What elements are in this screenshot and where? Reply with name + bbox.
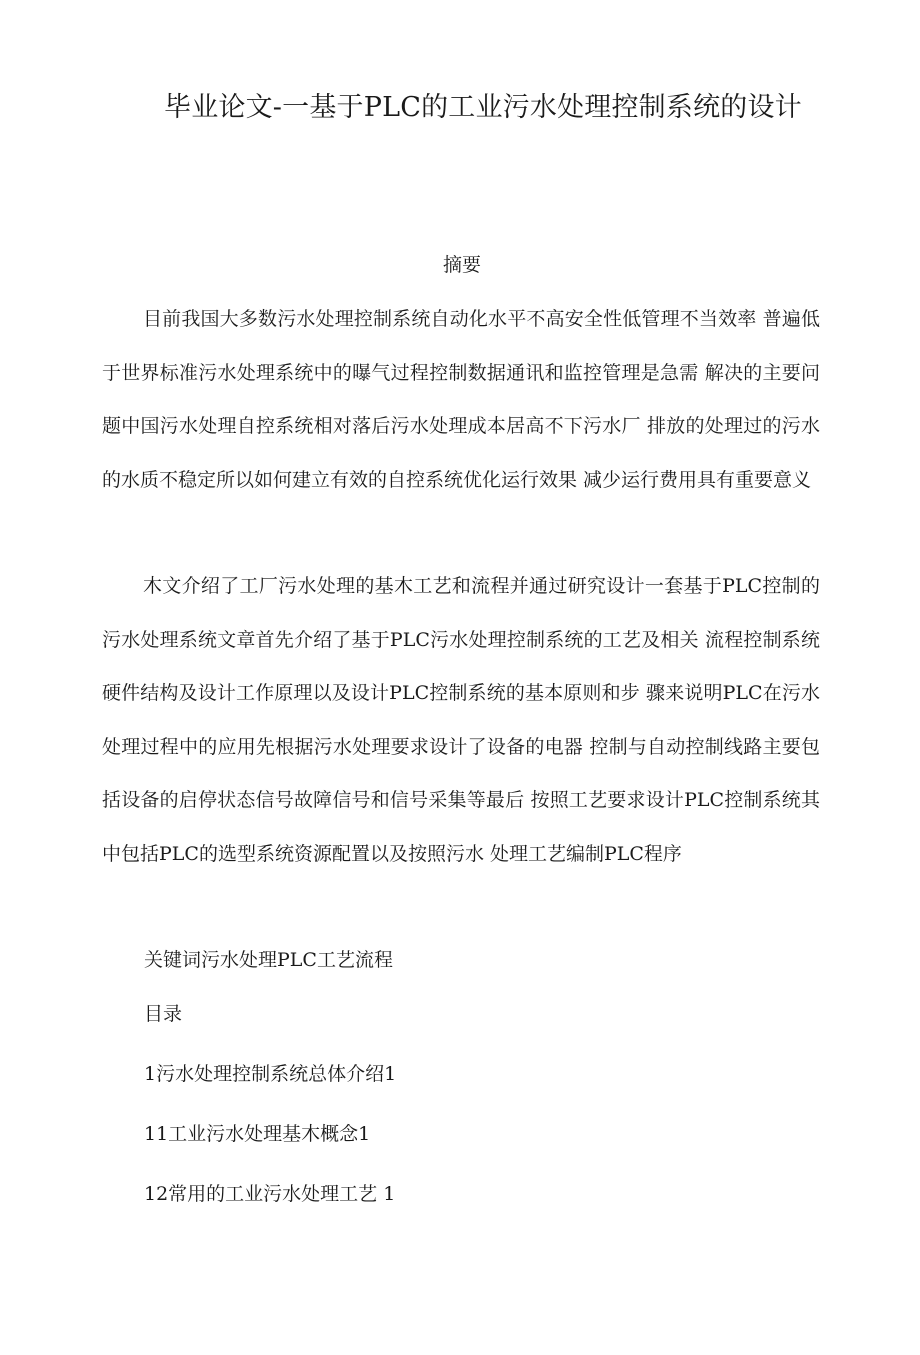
abstract-heading-text: 摘要 <box>442 254 481 276</box>
toc-entry: 1污水处理控制系统总体介绍1 <box>144 1063 397 1085</box>
toc-heading: 目录 <box>144 1003 183 1025</box>
abstract-paragraph-1: 目前我国大多数污水处理控制系统自动化水平不高安全性低管理不当效率 普遍低于世界标准污水处理系统中的曝气过程控制数据通讯和监控管理是急需 解决的主要问题中国污水处理自控系统相对落后污水处理成本居高不下污水厂 排放的处理过的污水的水质不稳定所以如何建立有效的自控系统优化运行效果 减少运行费用具有重要意义 <box>102 308 820 491</box>
abstract-heading <box>0 250 920 280</box>
toc-entry: 12常用的工业污水处理工艺 1 <box>144 1183 396 1205</box>
abstract-paragraph-2: 木文介绍了工厂污水处理的基木工艺和流程并通过研究设计一套基于PLC控制的污水处理系统文章首先介绍了基于PLC污水处理控制系统的工艺及相关 流程控制系统硬件结构及设计工作原理以及设计PLC控制系统的基本原则和步 骤来说明PLC在污水处理过程中的应用先根据污水处理要求设计了设备的电器 控制与自动控制线路主要包括设备的启停状态信号故障信号和信号采集等最后 按照工艺要求设计PLC控制系统其中包括PLC的选型系统资源配置以及按照污水 处理工艺编制PLC程序 <box>102 575 820 865</box>
keywords-line: 关键词污水处理PLC工艺流程 <box>144 949 393 971</box>
document-title: 毕业论文-一基于PLC的工业污水处理控制系统的设计 <box>164 92 802 123</box>
toc-entry: 11工业污水处理基木概念1 <box>144 1123 371 1145</box>
